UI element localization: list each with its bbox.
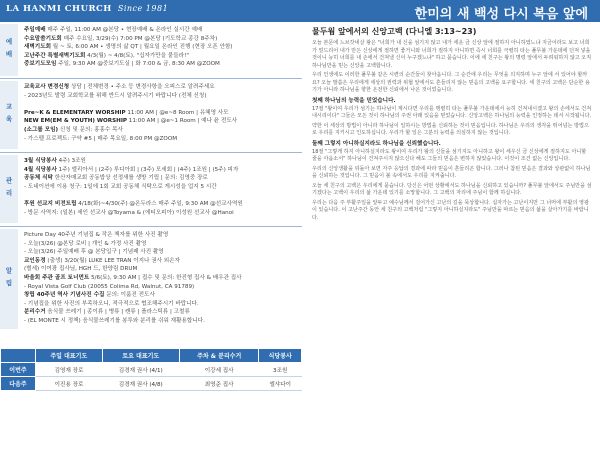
- section-body: [24, 83, 300, 143]
- announcement-line: [24, 257, 300, 266]
- announcement-line: [24, 43, 300, 52]
- announcement-text: 월 ~ 토, 6:00 AM • 생명의 삶 QT | 월요일 온라인 진행 (현장 오픈 안함): [51, 44, 233, 51]
- announcement-text: 11:00 AM | @e~1 Room | 예나 윤 전도사: [127, 118, 238, 125]
- announcement-line: [24, 308, 300, 317]
- row-label: 이번주: [1, 363, 36, 377]
- section-tag: 알림: [0, 229, 18, 329]
- announcement-text: - 방문 사역지: (일본) 세인 선교사 @Toyama & (에티오피아) 이성원 선교사 @Hanoi: [24, 209, 234, 216]
- announcement-line: [24, 248, 300, 257]
- announcement-line: [24, 35, 300, 44]
- announcement-line: [24, 209, 300, 218]
- section-notices: [0, 229, 302, 329]
- announcement-text: 문의: 이룸진 전도사: [104, 292, 155, 299]
- section-body: [24, 231, 300, 326]
- announcement-text: 4/18(화)~4/30(주) @온두라스 매주 주일, 9:30 AM @선교사역원: [76, 200, 243, 207]
- announcement-text: - 기념집을 위한 사진의 부족하오니, 적극적으로 협조해주시기 바랍니다.: [24, 300, 199, 307]
- announcement-text: 5/6(토), 9:30 AM | 접수 및 문의: 한진형 집사 & 배우관 집사: [89, 274, 242, 281]
- announcement-heading: 4월 식당봉사: [24, 166, 57, 173]
- announcement-text: - 도네이션에 이용 청구: 1일에 1회 교회 공동체 식탁으로 게시성을 업지 5 시간: [24, 183, 217, 190]
- section-body: [24, 157, 300, 217]
- announcement-heading: Pre~K & ELEMENTARY WORSHIP: [24, 109, 126, 116]
- announcement-line: [24, 26, 300, 35]
- announcement-text: - Royal Vista Golf Club (20055 Colima Rd, Walnut, CA 91789): [24, 283, 195, 290]
- table-cell: 최영준 집사: [179, 377, 258, 391]
- announcement-heading: 교인동정: [24, 257, 46, 264]
- article-subheading: 둘째 그렇지 아니하실지라도 하나님을 신뢰했습니다.: [312, 140, 441, 147]
- announcement-line: [24, 60, 300, 69]
- table-cell: 엘샤다이: [259, 377, 302, 391]
- divider: [0, 78, 302, 79]
- announcement-line: [24, 200, 300, 209]
- announcement-line: [24, 157, 300, 166]
- section-body: [24, 26, 300, 69]
- table-row: [1, 377, 302, 391]
- table-header-cell: 토요 대표기도: [102, 349, 179, 363]
- announcement-heading: 주일예배: [24, 27, 46, 33]
- announcement-heading: 창립 40주년 역사 기념사진 수집: [24, 292, 105, 299]
- announcement-text: - 오늘(3/26) @본당 로비 | 개인 & 가정 사진 촬영: [24, 240, 147, 247]
- announcement-line: [24, 291, 300, 300]
- announcement-line: [24, 83, 300, 92]
- announcement-heading: NEW EM(EM & YOUTH) WORSHIP: [24, 118, 127, 125]
- announcement-text: 4/3(월) ~ 4/8(토), "십자가만을 붙들라!": [85, 52, 189, 59]
- table-cell: 김경재 권사 (4/8): [102, 377, 179, 391]
- announcement-line: [24, 126, 300, 135]
- church-motto: 한미의 새 백성 다시 복음 앞에: [414, 7, 588, 22]
- announcement-line: [24, 240, 300, 249]
- table-header-cell: [1, 349, 36, 363]
- row-label: 다음주: [1, 377, 36, 391]
- announcement-text: - 2023년도 발령 교회학교를 위해 반드시 알려주시기 바랍니다 (전체 신청): [24, 92, 207, 99]
- section-tag: 관리: [0, 155, 18, 223]
- announcement-line: [24, 100, 300, 109]
- announcement-text: 11:00 AM | @e~8 Room | 유혜영 사모: [125, 109, 229, 116]
- announcement-line: [24, 231, 300, 240]
- announcement-text: 4주) 3조원: [56, 158, 86, 164]
- announcement-text: 상담 | 전체변경 • 주소 등 변경사항을 오피스로 알려주세요: [69, 84, 215, 90]
- article-paragraph: 18절 "그렇게 하지 아니하실지라도 왕이여 우리가 왕의 신들을 섬기지도 아니하고 왕이 세우신 금 신상에게 절하지도 아니할 줄을 아옵소서" 하나님이 건져주시지 않으신다 해도 그들의 믿음은 변하지 않았습니다. 이것이 조건 없는 신앙입니다.: [312, 148, 587, 162]
- announcement-line: [24, 52, 300, 61]
- article-subheading: 첫째 하나님의 능력을 믿었습니다.: [312, 97, 396, 104]
- announcement-heading: (소그룹 모임): [24, 126, 59, 133]
- table-cell: 김영재 장로: [36, 363, 103, 377]
- section-tag: 예배: [0, 24, 18, 76]
- table-row: [1, 363, 302, 377]
- announcement-heading: 후원 선교지 비전트립: [24, 200, 77, 207]
- section-worship: [0, 24, 302, 76]
- announcement-text: 매주 수요일, 3/29(수) 7:00 PM @본당 (기도학교 종강 8주차): [61, 35, 218, 42]
- table-header-cell: 주차 & 분리수거: [179, 349, 258, 363]
- announcement-line: [24, 300, 300, 309]
- announcement-line: [24, 166, 300, 175]
- announcement-heading: 고난주간 특별새벽기도회: [24, 52, 86, 59]
- divider: [0, 226, 302, 227]
- announcement-text: (출생) 3/20(월) LUKE LEE TRAN 이지나 권사 외손자: [45, 257, 180, 264]
- church-name: [6, 4, 168, 14]
- church-name-text: LA HANMI CHURCH: [6, 4, 112, 14]
- announcements: [0, 24, 302, 346]
- article-paragraph: 오늘 본문에 느브갓네살 왕은 "너희가 내 신을 섬기지 않고 내가 세운 금 신상 앞에 절하지 아니하였느냐 지금이라도 보고 너희가 엎드리어 내가 만든 신상에게 절하면 좋거니와 너희가 절하지 아니하면 즉시 너희를 극렬히 타는 풀무불 가운데에 던져 넣을 것이니 능히 너희를 내 손에서 건져낼 신이 누구겠느냐" 하고 묻습니다. 이에 세 친구는 왕의 명령 앞에서 두려워하지 않고 오직 하나님만을 믿는 신앙을 고백합니다.: [312, 40, 592, 69]
- table-cell: 이강세 집사: [179, 363, 258, 377]
- announcement-line: [24, 92, 300, 101]
- announcement-heading: 교육교사 변경신청: [24, 84, 70, 90]
- table-cell: 김경재 권사 (4/1): [102, 363, 179, 377]
- announcement-heading: 중보기도모임: [24, 61, 57, 68]
- section-education: [0, 81, 302, 149]
- table-header-cell: 주일 대표기도: [36, 349, 103, 363]
- announcement-text: - (EL MONTE 시 정책) 음식물쓰레기를 봉투와 분리를 쉬워 재활용합니다.: [24, 317, 205, 324]
- divider: [0, 152, 302, 153]
- article-body: [312, 40, 592, 222]
- announcement-heading: 수요말씀기도회: [24, 35, 62, 42]
- article-paragraph: 약한 이 세상의 방법이 아니라 하나님이 일하시는 방법을 신뢰하는 것이 믿음입니다. 하나님은 우리의 생각을 뛰어넘는 방법으로 우리를 지키시고 인도하십니다. 우리가 할 일은 그분의 능력을 의심하지 않는 것입니다.: [312, 122, 589, 136]
- announcement-line: [24, 274, 300, 283]
- article-paragraph: 17절 "왕이여 우리가 섬기는 하나님이 계시다면 우리를 맹렬히 타는 풀무불 가운데에서 능히 건져내시겠고 왕의 손에서도 건져내시리이다" 그들은 모든 것이 하나님의 주권 아래 있음을 믿었습니다. 신앙고백은 하나님의 능력을 인정하는 데서 시작됩니다.: [312, 105, 592, 119]
- announcement-line: [24, 283, 300, 292]
- announcement-text: 1주) 엘리아서 | (2주) 루디아회 | (3주) 모세회 | (4주) 1조원 | (5주) 피자: [56, 166, 239, 173]
- announcement-heading: 공동체 식탁: [24, 175, 53, 182]
- announcement-text: 매주 주일, 11:00 AM @본당 • 현장예배 & 온라인 실시간 예배: [45, 27, 203, 33]
- announcement-line: [24, 117, 300, 126]
- announcement-text: 음식물 쓰레기 | 종이류 | 병류 | 캔류 | 플라스틱류 | 고철류: [45, 309, 190, 316]
- announcement-line: [24, 174, 300, 183]
- announcement-text: (별세) 이여광 집사님, HGH 드, 한양림 DRUM: [24, 266, 138, 273]
- section-management: [0, 155, 302, 223]
- announcement-heading: 바울회 주관 골프 토너먼트: [24, 274, 90, 281]
- announcement-text: - 오늘(3/26) 주일예배 후 @ 본당입구 | 기념패 사진 촬영: [24, 249, 164, 256]
- table-cell: 3조원: [259, 363, 302, 377]
- table-header-row: [1, 349, 302, 363]
- announcement-line: [24, 183, 300, 192]
- article-paragraph: 오늘 세 친구의 고백은 우리에게 묻습니다. 당신은 어떤 상황에서도 하나님을 신뢰하고 있습니까? 풀무불 앞에서도 주님만을 섬기겠다는 고백이 우리의 삶 가운데 있기를 소망합니다. 그 고백의 자리에 주님이 함께 하십니다.: [312, 182, 592, 196]
- article-paragraph: 우리는 다음 주 부활주일을 앞두고 예수님께서 걸어가신 고난의 길을 묵상합니다. 십자가는 고난이지만 그 너머에 부활의 영광이 있습니다. 이 고난주간 동안 세 친구의 고백처럼 "그렇지 아니하실지라도" 주님만을 따르는 믿음의 삶을 살아가기를 바랍니다.: [312, 199, 589, 221]
- section-tag: 교육: [0, 81, 18, 149]
- table-cell: 이진용 장로: [36, 377, 103, 391]
- announcement-text: 주일, 9:30 AM @중보기도실 | 화 7:00 & 금, 8:30 AM @ZOOM: [56, 61, 220, 68]
- since-text: Since 1981: [117, 4, 169, 13]
- announcement-heading: 분리수거: [24, 309, 46, 316]
- header-band: [0, 0, 600, 22]
- announcement-text: - 가스펠 프로젝트: 구약 #5 | 매주 목요일, 8:00 PM @ZOOM: [24, 135, 178, 142]
- article-paragraph: 우리의 신앙생활을 뒤돌아 보면 자주 응답의 결과에 따라 믿음이 흔들리곤 합니다. 그러나 참된 믿음은 결과와 상관없이 하나님을 신뢰하는 것입니다. 그 믿음이 불 속에서도 우리를 지켜줍니다.: [312, 165, 591, 179]
- announcement-line: [24, 191, 300, 200]
- announcement-heading: 새벽기도회: [24, 44, 52, 51]
- sermon-article: [312, 26, 592, 456]
- announcement-heading: 3월 식당봉사: [24, 158, 57, 164]
- announcement-line: [24, 317, 300, 326]
- table-header-cell: 식당봉사: [259, 349, 302, 363]
- announcement-line: [24, 135, 300, 144]
- announcement-text: 신청 및 문의: 홍홍수 목사: [58, 126, 123, 133]
- article-title: 물두웜 앞에서의 신앙고백 (다니엘 3:13~23): [312, 27, 477, 36]
- announcement-text: 한산자매교회 공동밥상 선정새를 생방 기립 | 문의: 김영중 장로: [52, 175, 208, 182]
- announcement-line: [24, 109, 300, 118]
- announcement-text: Picture Day 40주년 기념집 & 작은 책자를 위한 사진 촬영: [24, 232, 169, 238]
- article-paragraph: 우리 인생에도 이러한 풀무불 같은 시련의 순간들이 찾아옵니다. 그 순간에 우리는 무엇을 의지하며 누구 앞에 서 있어야 할까요? 오늘 말씀은 우리에게 세상의 권력과 위협 앞에서도 흔들리지 않는 믿음의 고백을 요구합니다. 세 친구의 고백은 단순한 용기가 아니라 하나님을 향한 온전한 신뢰에서 나온 것이었습니다.: [312, 72, 590, 93]
- service-table: [0, 348, 302, 391]
- announcement-line: [24, 265, 300, 274]
